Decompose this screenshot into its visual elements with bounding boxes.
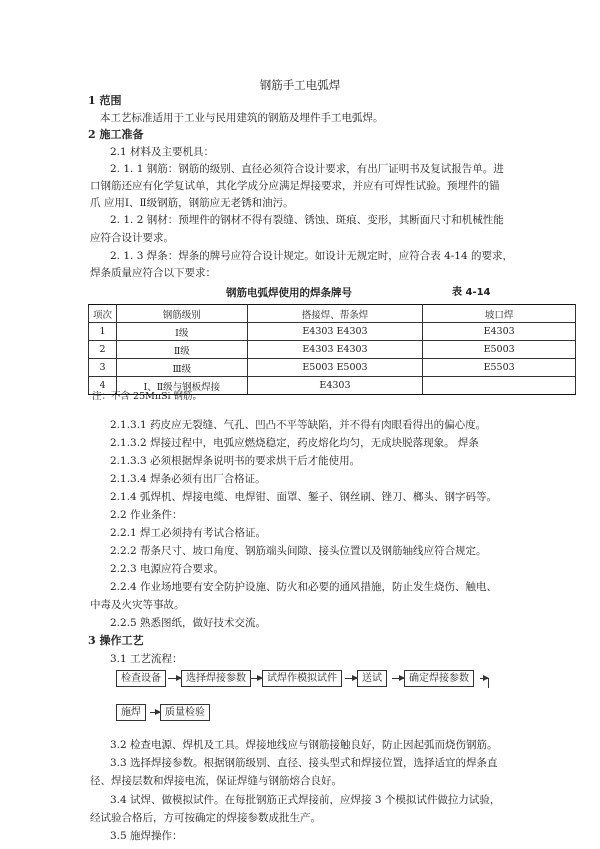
flow-step-select-params: 选择焊接参数 (181, 670, 251, 687)
para-2-2-4-line1: 2.2.4 作业场地要有安全防护设施、防火和必要的通风措施，防止发生烧伤、触电、 (110, 581, 498, 593)
table-cell: Ⅰ、Ⅱ级与钢板焊接 (116, 377, 247, 395)
table-cell: 3 (89, 359, 117, 377)
para-2-1-1-line2: 口钢筋还应有化学复试单，其化学成分应满足焊接要求，并应有可焊性试验。预埋件的锚 (90, 180, 500, 192)
table-header: 搭接焊、帮条焊 (247, 305, 423, 323)
para-2-1-3-4: 2.1.3.4 焊条必须有出厂合格证。 (110, 473, 266, 485)
table-row (89, 323, 576, 341)
table-cell: E5003 E5003 (247, 359, 423, 377)
table-cell: 4 (89, 377, 117, 395)
para-2-1-3-3: 2.1.3.3 必须根据焊条说明书的要求烘干后才能使用。 (110, 455, 361, 467)
para-2-1-3-line2: 焊条质量应符合以下要求： (90, 267, 216, 279)
table-caption: 钢筋电弧焊使用的焊条牌号 (226, 287, 352, 299)
para-2-2-4-line2: 中毒及火灾等事故。 (90, 599, 185, 611)
para-3-4-line1: 3.4 试焊、做模拟试件。在每批钢筋正式焊接前，应焊接 3 个模拟试件做拉力试验， (110, 794, 501, 806)
flow-arrow (168, 678, 181, 679)
flow-step-confirm-params: 确定焊接参数 (404, 670, 474, 687)
para-2-1-3-line1: 2. 1. 3 焊条：焊条的牌号应符合设计规定。如设计无规定时，应符合表 4-14 的要求， (110, 250, 513, 262)
section-1-text: 本工艺标准适用于工业与民用建筑的钢筋及埋件手工电弧焊。 (100, 112, 384, 124)
flow-arrow (480, 678, 488, 679)
table-cell: Ⅱ级 (116, 341, 247, 359)
table-header: 项次 (89, 305, 117, 323)
table-number: 表 4-14 (452, 287, 491, 298)
para-2-2-3: 2.2.3 电源应符合要求。 (110, 563, 225, 575)
table-cell: E5003 (423, 341, 576, 359)
para-2-1-2-line1: 2. 1. 2 钢材：预埋件的钢材不得有裂缝、锈蚀、斑痕、变形，其断面尺寸和机械性能 (110, 214, 504, 226)
table-header: 钢筋级别 (116, 305, 247, 323)
electrode-table (88, 304, 576, 395)
table-header: 坡口焊 (423, 305, 576, 323)
table-cell (423, 377, 576, 395)
table-cell: E5503 (423, 359, 576, 377)
para-2-2-5: 2.2.5 熟悉图纸，做好技术交流。 (110, 617, 267, 629)
table-header-row (89, 305, 576, 323)
para-3-4-line2: 经试验合格后，方可按确定的焊接参数成批生产。 (90, 812, 321, 824)
page-title: 钢筋手工电弧焊 (259, 78, 341, 92)
table-cell: Ⅰ级 (116, 323, 247, 341)
flow-arrow (392, 678, 404, 679)
flow-connector (488, 678, 489, 688)
table-row (89, 341, 576, 359)
table-cell: E4303 E4303 (247, 323, 423, 341)
flow-step-send-test: 送试 (357, 670, 387, 687)
section-1-heading: 1 范围 (88, 94, 122, 107)
flow-step-quality-inspection: 质量检验 (160, 704, 210, 721)
para-2-1-3-2: 2.1.3.2 焊接过程中，电弧应燃烧稳定，药皮熔化均匀，无成块脱落现象。 焊条 (110, 437, 479, 449)
table-cell: Ⅲ级 (116, 359, 247, 377)
para-3-3-line1: 3.3 选择焊接参数。根据钢筋级别、直径、接头型式和焊接位置，选择适宜的焊条直 (110, 757, 498, 769)
flow-step-check-equipment: 检查设备 (116, 670, 166, 687)
para-2-2-1: 2.2.1 焊工必须持有考试合格证。 (110, 527, 267, 539)
table-cell: 2 (89, 341, 117, 359)
table-cell: E4303 (247, 377, 423, 395)
para-2-2-2: 2.2.2 帮条尺寸、坡口角度、钢筋端头间隙、接头位置以及钢筋轴线应符合规定。 (110, 545, 487, 557)
para-2-1-4: 2.1.4 弧焊机、焊接电缆、电焊钳、面罩、錾子、钢丝刷、锉刀、榔头、钢字码等。 (110, 491, 498, 503)
para-3-3-line2: 径、焊接层数和焊接电流，保证焊缝与钢筋熔合良好。 (90, 775, 342, 787)
flow-step-trial-weld: 试焊作模拟试件 (262, 670, 342, 687)
table-note: 注：不含 25MnSi 钢筋。 (92, 391, 203, 402)
table-cell: E4303 E4303 (247, 341, 423, 359)
flow-step-welding: 施焊 (116, 704, 146, 721)
section-2-heading: 2 施工准备 (88, 128, 144, 141)
para-3-2: 3.2 检查电源、焊机及工具。焊接地线应与钢筋接触良好，防止因起弧而烧伤钢筋。 (110, 739, 498, 751)
table-cell: 1 (89, 323, 117, 341)
flow-arrow (250, 678, 262, 679)
para-2-2: 2.2 作业条件： (110, 509, 183, 521)
section-3-heading: 3 操作工艺 (88, 634, 144, 647)
para-3-5: 3.5 施焊操作： (110, 830, 183, 842)
para-2-1-1-line3: 爪 应用Ⅰ、Ⅱ级钢筋，钢筋应无老锈和油污。 (90, 197, 294, 209)
para-2-1-1-line1: 2. 1. 1 钢筋：钢筋的级别、直径必须符合设计要求，有出厂证明书及复试报告单。进 (110, 163, 504, 175)
para-3-1: 3.1 工艺流程： (110, 653, 183, 665)
flow-arrow (345, 678, 357, 679)
flow-arrow (150, 712, 160, 713)
table-row (89, 359, 576, 377)
para-2-1: 2.1 材料及主要机具： (110, 146, 215, 158)
table-cell: E4303 (423, 323, 576, 341)
para-2-1-3-1: 2.1.3.1 药皮应无裂缝、气孔、凹凸不平等缺陷，并不得有肉眼看得出的偏心度。 (110, 419, 487, 431)
para-2-1-2-line2: 应符合设计要求。 (90, 232, 174, 244)
